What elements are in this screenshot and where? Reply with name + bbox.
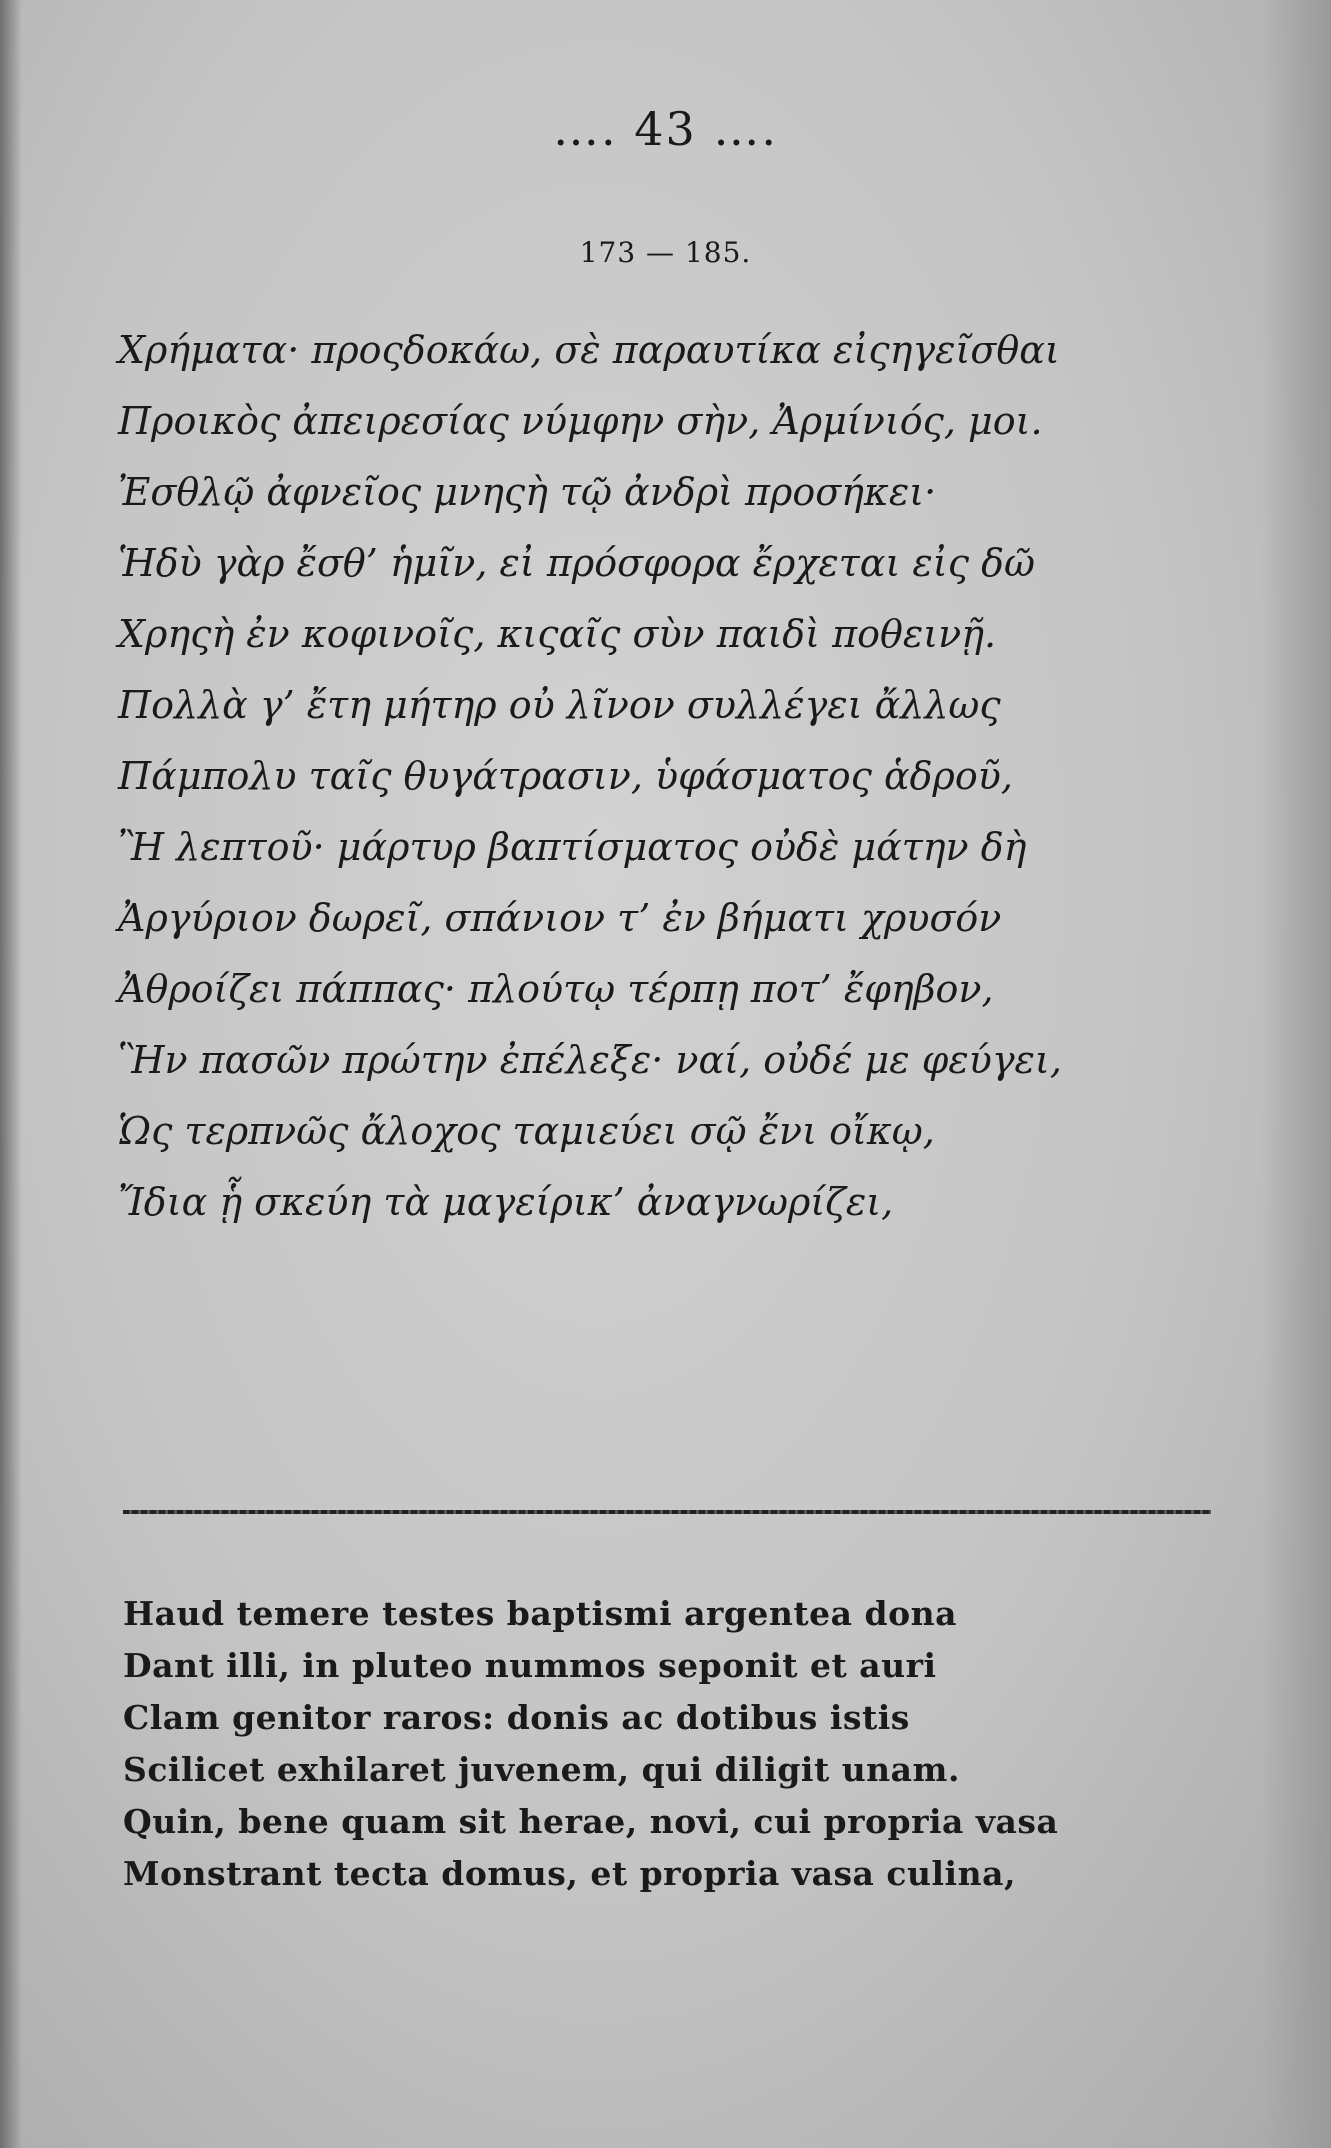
greek-line: Χρήματα· προςδοκάω, σὲ παραυτίκα εἰςηγεῖσθαι [118, 328, 1060, 372]
greek-line: Ἢ λεπτοῦ· μάρτυρ βαπτίσματος οὐδὲ μάτην δὴ [118, 825, 1027, 869]
greek-line: Ὡς τερπνῶς ἄλοχος ταμιεύει σῷ ἔνι οἴκῳ, [118, 1109, 935, 1153]
latin-line: Quin, bene quam sit herae, novi, cui propria vasa [123, 1802, 1059, 1841]
greek-line: Ἀργύριον δωρεῖ, σπάνιον τ’ ἐν βήματι χρυσόν [118, 896, 1002, 940]
verse-range: 173 — 185. [579, 236, 752, 269]
binding-shadow [0, 0, 22, 2148]
latin-line: Haud temere testes baptismi argentea dona [123, 1594, 957, 1633]
latin-verse-block [123, 1588, 1173, 1900]
greek-line: Ἣν πασῶν πρώτην ἐπέλεξε· ναί, οὐδέ με φεύγει, [118, 1038, 1062, 1082]
greek-line: Πολλὰ γ’ ἔτη μήτηρ οὐ λῖνον συλλέγει ἄλλως [118, 683, 1001, 727]
latin-line: Clam genitor raros: donis ac dotibus istis [123, 1698, 910, 1737]
page-number: …. 43 …. [552, 102, 779, 156]
greek-line: Ἀθροίζει πάππας· πλούτῳ τέρπῃ ποτ’ ἔφηβον, [118, 967, 994, 1011]
greek-line: Ἐσθλῷ ἀφνεῖος μνηςὴ τῷ ἀνδρὶ προσήκει· [118, 470, 937, 514]
separator-rule [123, 1510, 1211, 1514]
greek-line: Ἡδὺ γὰρ ἔσθ’ ἡμῖν, εἰ πρόσφορα ἔρχεται εἰς δῶ [118, 541, 1035, 585]
latin-line: Dant illi, in pluteo nummos seponit et auri [123, 1646, 937, 1685]
latin-line: Monstrant tecta domus, et propria vasa culina, [123, 1854, 1016, 1893]
greek-line: Πάμπολυ ταῖς θυγάτρασιν, ὑφάσματος ἁδροῦ, [118, 754, 1013, 798]
greek-verse-block [118, 315, 1168, 1238]
latin-line: Scilicet exhilaret juvenem, qui diligit unam. [123, 1750, 960, 1789]
greek-line: Ἴδια ᾗ σκεύη τὰ μαγείρικ’ ἀναγνωρίζει, [118, 1180, 894, 1224]
edge-shadow [1261, 0, 1331, 2148]
greek-line: Χρηςὴ ἐν κοφινοῖς, κιςαῖς σὺν παιδὶ ποθεινῇ. [118, 612, 997, 656]
greek-line: Προικὸς ἀπειρεσίας νύμφην σὴν, Ἀρμίνιός, μοι. [118, 399, 1043, 443]
